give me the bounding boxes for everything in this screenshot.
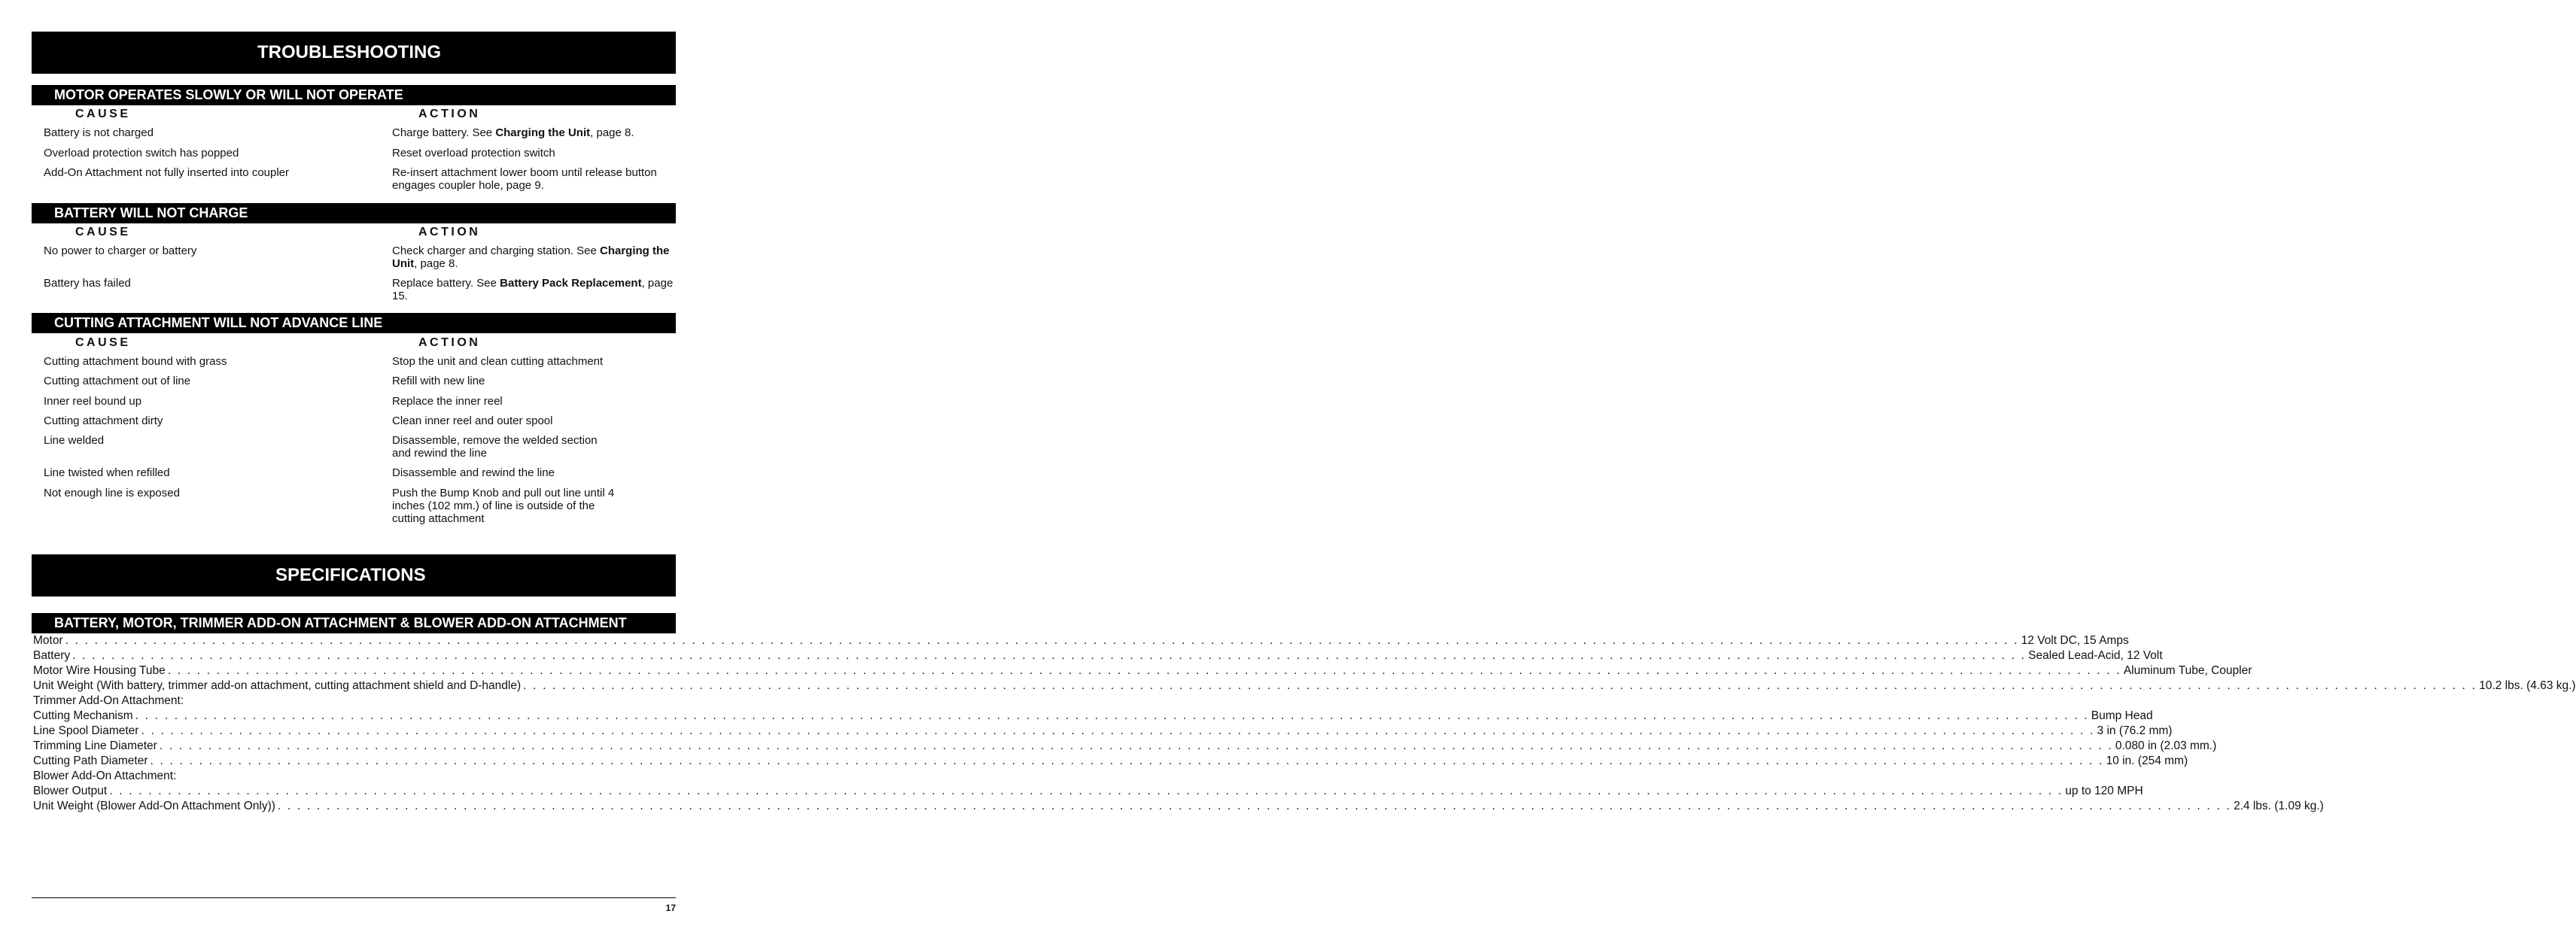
spec-row <box>33 648 2163 663</box>
action-text: Clean inner reel and outer spool <box>392 414 553 427</box>
cause-text: Add-On Attachment not fully inserted into coupler <box>44 166 290 179</box>
section-title: BATTERY, MOTOR, TRIMMER ADD-ON ATTACHMENT & BLOWER ADD-ON ATTACHMENT <box>54 615 627 630</box>
spec-row <box>33 784 2143 799</box>
dot-leader: . . . . . . . . . . . . . . . . . . . . . . . . . . . . . . . . . . . . . . . . . . . . . . . . . . . . . . . . . . . . . . . . . . . . . . . . . . . . . . . . . . . . . . . . . . . . . . . . . . . . . . . . . . . . . . . . . . . . . . . . . . . . . . . . . . . . . . . . . . . . . . . . . . . . . . . . . . . . . . . . . . . . . . . . . . . . . . . . . . . . . . . . . . . . . . . . . . . . . . . . <box>72 649 2027 662</box>
spec-row <box>33 679 2576 694</box>
dot-leader: . . . . . . . . . . . . . . . . . . . . . . . . . . . . . . . . . . . . . . . . . . . . . . . . . . . . . . . . . . . . . . . . . . . . . . . . . . . . . . . . . . . . . . . . . . . . . . . . . . . . . . . . . . . . . . . . . . . . . . . . . . . . . . . . . . . . . . . . . . . . . . . . . . . . . . . . . . . . . . . . . . . . . . . . . . . . . . . . . . . . . . . . . . . . . . . . . . . . . . . . <box>135 709 2089 722</box>
dot-leader: . . . . . . . . . . . . . . . . . . . . . . . . . . . . . . . . . . . . . . . . . . . . . . . . . . . . . . . . . . . . . . . . . . . . . . . . . . . . . . . . . . . . . . . . . . . . . . . . . . . . . . . . . . . . . . . . . . . . . . . . . . . . . . . . . . . . . . . . . . . . . . . . . . . . . . . . . . . . . . . . . . . . . . . . . . . . . . . . . . . . . . . . . . . . . . . . . . . . . . . . <box>65 634 2019 647</box>
action-text: Replace the inner reel <box>392 395 503 408</box>
cause-text: No power to charger or battery <box>44 244 197 257</box>
troubleshooting-title <box>32 32 676 74</box>
spec-label: Cutting Mechanism <box>33 709 133 722</box>
spec-subheading: Trimmer Add-On Attachment: <box>33 694 184 707</box>
cause-column-header: CAUSE <box>75 108 131 120</box>
cause-text: Cutting attachment out of line <box>44 375 191 387</box>
specifications-title-text: SPECIFICATIONS <box>275 565 426 585</box>
section-title: CUTTING ATTACHMENT WILL NOT ADVANCE LINE <box>54 315 383 330</box>
action-column-header: ACTION <box>418 226 481 238</box>
spec-row <box>33 663 2252 679</box>
spec-value: up to 120 MPH <box>2065 785 2143 797</box>
cause-text: Line twisted when refilled <box>44 466 170 479</box>
action-text: Check charger and charging station. See Charging the Unit, page 8. <box>392 244 670 270</box>
spec-label: Motor Wire Housing Tube <box>33 664 166 677</box>
spec-row <box>33 709 2153 724</box>
section-title: MOTOR OPERATES SLOWLY OR WILL NOT OPERATE <box>54 87 403 102</box>
spec-value: 10.2 lbs. (4.63 kg.) <box>2479 679 2576 692</box>
footer-divider <box>32 897 676 898</box>
cause-column-header: CAUSE <box>75 336 131 349</box>
cause-text: Battery is not charged <box>44 126 154 139</box>
spec-row <box>33 799 2324 814</box>
cause-text: Line welded <box>44 434 105 447</box>
spec-subheading: Blower Add-On Attachment: <box>33 770 177 782</box>
dot-leader: . . . . . . . . . . . . . . . . . . . . . . . . . . . . . . . . . . . . . . . . . . . . . . . . . . . . . . . . . . . . . . . . . . . . . . . . . . . . . . . . . . . . . . . . . . . . . . . . . . . . . . . . . . . . . . . . . . . . . . . . . . . . . . . . . . . . . . . . . . . . . . . . . . . . . . . . . . . . . . . . . . . . . . . . . . . . . . . . . . . . . . . . . . . . . . . . . . . . . . . . <box>523 679 2477 692</box>
spec-row <box>33 724 2173 739</box>
dot-leader: . . . . . . . . . . . . . . . . . . . . . . . . . . . . . . . . . . . . . . . . . . . . . . . . . . . . . . . . . . . . . . . . . . . . . . . . . . . . . . . . . . . . . . . . . . . . . . . . . . . . . . . . . . . . . . . . . . . . . . . . . . . . . . . . . . . . . . . . . . . . . . . . . . . . . . . . . . . . . . . . . . . . . . . . . . . . . . . . . . . . . . . . . . . . . . . . . . . . . . . . <box>167 664 2121 677</box>
cause-column-header: CAUSE <box>75 226 131 238</box>
spec-row <box>33 633 2129 648</box>
action-text: Stop the unit and clean cutting attachment <box>392 355 604 368</box>
spec-label: Unit Weight (Blower Add-On Attachment Only)) <box>33 800 275 812</box>
action-text: Refill with new line <box>392 375 485 387</box>
spec-value: 3 in (76.2 mm) <box>2097 724 2173 737</box>
dot-leader: . . . . . . . . . . . . . . . . . . . . . . . . . . . . . . . . . . . . . . . . . . . . . . . . . . . . . . . . . . . . . . . . . . . . . . . . . . . . . . . . . . . . . . . . . . . . . . . . . . . . . . . . . . . . . . . . . . . . . . . . . . . . . . . . . . . . . . . . . . . . . . . . . . . . . . . . . . . . . . . . . . . . . . . . . . . . . . . . . . . . . . . . . . . . . . . . . . . . . . . . <box>159 739 2113 752</box>
troubleshooting-title-text: TROUBLESHOOTING <box>257 42 441 62</box>
cause-text: Cutting attachment bound with grass <box>44 355 227 368</box>
spec-label: Motor <box>33 634 63 647</box>
spec-label: Unit Weight (With battery, trimmer add-on attachment, cutting attachment shield and D-handle) <box>33 679 522 692</box>
action-text: Re-insert attachment lower boom until release button engages coupler hole, page 9. <box>392 166 657 192</box>
action-text: Disassemble and rewind the line <box>392 466 555 479</box>
spec-section-header <box>32 613 676 633</box>
cause-text: Not enough line is exposed <box>44 487 180 499</box>
action-text: Charge battery. See Charging the Unit, page 8. <box>392 126 634 139</box>
action-text: Reset overload protection switch <box>392 147 555 159</box>
spec-row <box>33 739 2217 754</box>
spec-value: Bump Head <box>2091 709 2153 722</box>
spec-row <box>33 754 2188 769</box>
spec-label: Battery <box>33 649 71 662</box>
dot-leader: . . . . . . . . . . . . . . . . . . . . . . . . . . . . . . . . . . . . . . . . . . . . . . . . . . . . . . . . . . . . . . . . . . . . . . . . . . . . . . . . . . . . . . . . . . . . . . . . . . . . . . . . . . . . . . . . . . . . . . . . . . . . . . . . . . . . . . . . . . . . . . . . . . . . . . . . . . . . . . . . . . . . . . . . . . . . . . . . . . . . . . . . . . . . . . . . . . . . . . . . <box>277 800 2231 812</box>
spec-label: Blower Output <box>33 785 108 797</box>
dot-leader: . . . . . . . . . . . . . . . . . . . . . . . . . . . . . . . . . . . . . . . . . . . . . . . . . . . . . . . . . . . . . . . . . . . . . . . . . . . . . . . . . . . . . . . . . . . . . . . . . . . . . . . . . . . . . . . . . . . . . . . . . . . . . . . . . . . . . . . . . . . . . . . . . . . . . . . . . . . . . . . . . . . . . . . . . . . . . . . . . . . . . . . . . . . . . . . . . . . . . . . . <box>141 724 2095 737</box>
cause-text: Overload protection switch has popped <box>44 147 239 159</box>
spec-value: Aluminum Tube, Coupler <box>2123 664 2252 677</box>
action-text: Push the Bump Knob and pull out line until 4 inches (102 mm.) of line is outside of the cutting attachment <box>392 487 615 525</box>
cause-text: Battery has failed <box>44 277 131 290</box>
spec-list <box>33 633 2576 814</box>
spec-value: 12 Volt DC, 15 Amps <box>2021 634 2129 647</box>
section-title: BATTERY WILL NOT CHARGE <box>54 205 248 220</box>
spec-value: 10 in. (254 mm) <box>2106 754 2188 767</box>
cause-text: Cutting attachment dirty <box>44 414 163 427</box>
cause-text: Inner reel bound up <box>44 395 142 408</box>
spec-value: 2.4 lbs. (1.09 kg.) <box>2233 800 2324 812</box>
action-text: Replace battery. See Battery Pack Replacement, page 15. <box>392 277 674 302</box>
action-text: Disassemble, remove the welded section and rewind the line <box>392 434 598 460</box>
section-header-motor <box>32 85 676 105</box>
specifications-title <box>32 554 676 597</box>
spec-label: Cutting Path Diameter <box>33 754 148 767</box>
spec-value: Sealed Lead-Acid, 12 Volt <box>2028 649 2163 662</box>
page-number: 17 <box>665 903 676 913</box>
dot-leader: . . . . . . . . . . . . . . . . . . . . . . . . . . . . . . . . . . . . . . . . . . . . . . . . . . . . . . . . . . . . . . . . . . . . . . . . . . . . . . . . . . . . . . . . . . . . . . . . . . . . . . . . . . . . . . . . . . . . . . . . . . . . . . . . . . . . . . . . . . . . . . . . . . . . . . . . . . . . . . . . . . . . . . . . . . . . . . . . . . . . . . . . . . . . . . . . . . . . . . . . <box>150 754 2104 767</box>
spec-label: Line Spool Diameter <box>33 724 139 737</box>
dot-leader: . . . . . . . . . . . . . . . . . . . . . . . . . . . . . . . . . . . . . . . . . . . . . . . . . . . . . . . . . . . . . . . . . . . . . . . . . . . . . . . . . . . . . . . . . . . . . . . . . . . . . . . . . . . . . . . . . . . . . . . . . . . . . . . . . . . . . . . . . . . . . . . . . . . . . . . . . . . . . . . . . . . . . . . . . . . . . . . . . . . . . . . . . . . . . . . . . . . . . . . . <box>109 785 2064 797</box>
section-header-battery <box>32 203 676 223</box>
spec-value: 0.080 in (2.03 mm.) <box>2115 739 2217 752</box>
action-column-header: ACTION <box>418 336 481 349</box>
section-header-cutting <box>32 313 676 333</box>
spec-label: Trimming Line Diameter <box>33 739 157 752</box>
action-column-header: ACTION <box>418 108 481 120</box>
